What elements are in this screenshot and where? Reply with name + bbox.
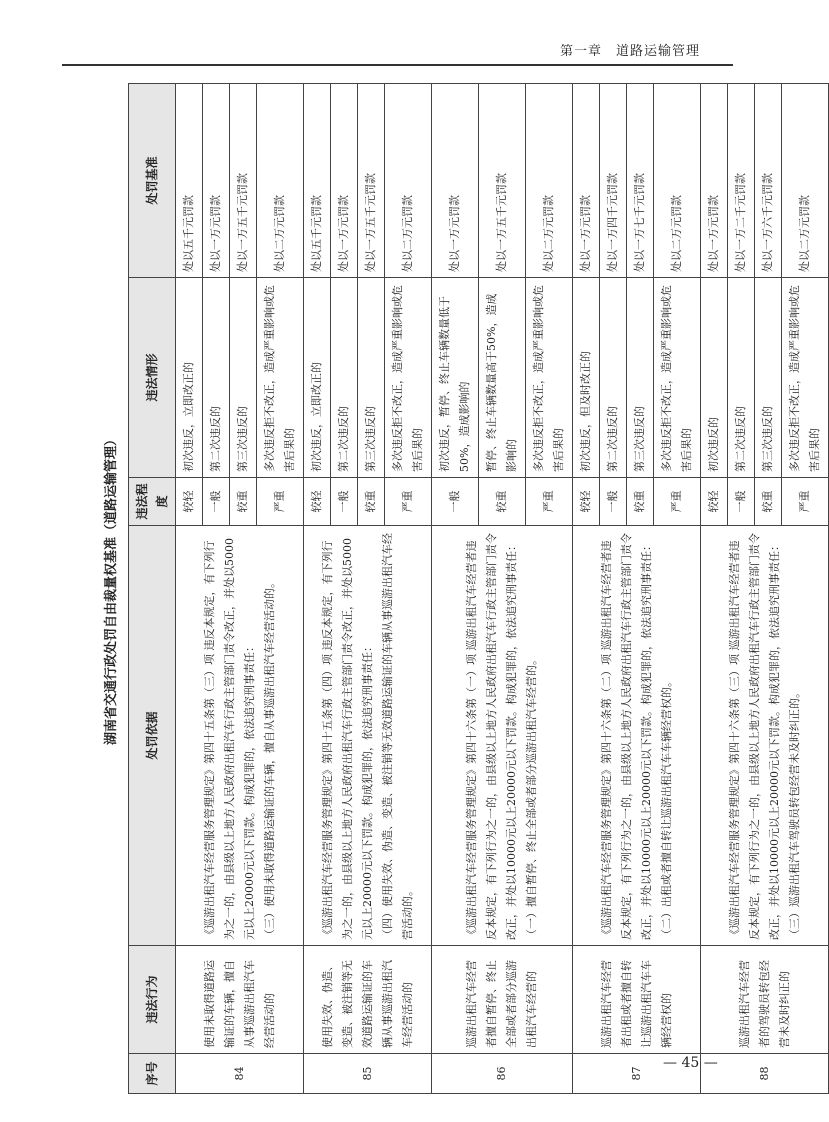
violation-case: 第二次违反的 [728, 278, 755, 478]
row-number: 84 [176, 1054, 304, 1094]
violation-act: 使用失效、伪造、变造、被注销等无效道路运输证的车辆从事巡游出租汽车经营活动的 [304, 946, 432, 1054]
header-cell: 违法行为 [129, 946, 176, 1054]
table-row [432, 84, 479, 1094]
violation-case: 第三次违反的 [230, 278, 257, 478]
penalty-standard: 处以一万元罚款 [331, 84, 358, 278]
violation-case: 多次违反拒不改正，造成严重影响或危害后果的 [385, 278, 432, 478]
table-row [573, 84, 600, 1094]
penalty-standard: 处以一万元罚款 [701, 84, 728, 278]
penalty-basis [573, 526, 701, 946]
penalty-basis [304, 526, 432, 946]
basis-paragraph: 《巡游出租汽车经营服务管理规定》第四十六条第（三）项 巡游出租汽车经营者违反本规定，有下列行为之一的，由县级以上地方人民政府出租汽车行政主管部门责令改正，并处以10000元以上20000元以下罚款。构成犯罪的，依法追究刑事责任： [727, 533, 781, 940]
basis-paragraph: （四）使用失效、伪造、变造、被注销等无效道路运输证的车辆从事巡游出租汽车经营活动的。 [380, 533, 414, 940]
violation-act: 使用未取得道路运输证的车辆，擅自从事巡游出租汽车经营活动的 [176, 946, 304, 1054]
violation-act: 巡游出租汽车经营者的驾驶员转包经营未及时纠正的 [701, 946, 829, 1054]
violation-degree: 较重 [358, 478, 385, 526]
penalty-standard: 处以一万五千元罚款 [479, 84, 526, 278]
violation-degree: 较轻 [176, 478, 203, 526]
violation-degree: 严重 [526, 478, 573, 526]
basis-paragraph: （一）擅自暂停、终止全部或者部分巡游出租汽车经营的。 [525, 654, 538, 940]
basis-paragraph: （三）巡游出租汽车驾驶员转包经营未及时纠正的。 [787, 687, 801, 940]
penalty-standard: 处以一万六千元罚款 [755, 84, 782, 278]
penalty-basis [701, 526, 829, 946]
basis-paragraph: 《巡游出租汽车经营服务管理规定》第四十六条第（一）项 巡游出租汽车经营者违反本规定，有下列行为之一的，由县级以上地方人民政府出租汽车行政主管部门责令改正，并处以10000元以上20000元以下罚款。构成犯罪的，依法追究刑事责任： [465, 533, 518, 940]
basis-paragraph: 《巡游出租汽车经营服务管理规定》第四十六条第（二）项 巡游出租汽车经营者违反本规定，有下列行为之一的，由县级以上地方人民政府出租汽车行政主管部门责令改正，并处以10000元以上20000元以下罚款。构成犯罪的，依法追究刑事责任： [599, 533, 653, 940]
violation-case: 第二次违反的 [600, 278, 627, 478]
penalty-standard: 处以二万元罚款 [385, 84, 432, 278]
table-row [176, 84, 203, 1094]
penalty-standard: 处以一万元罚款 [573, 84, 600, 278]
table-row [304, 84, 331, 1094]
penalty-standard: 处以一万五千元罚款 [230, 84, 257, 278]
violation-degree: 较重 [627, 478, 654, 526]
penalty-standard: 处以一万元罚款 [432, 84, 479, 278]
rotated-table-region [98, 84, 821, 1094]
table-header-row [129, 84, 176, 1094]
violation-degree: 一般 [728, 478, 755, 526]
basis-paragraph: （二）出租或者擅自转让巡游出租汽车车辆经营权的。 [659, 676, 673, 940]
table-caption: 湖南省交通行政处罚自由裁量权基准（道路运输管理） [104, 433, 119, 746]
table-row [701, 84, 728, 1094]
violation-degree: 严重 [654, 478, 701, 526]
violation-case: 第三次违反的 [627, 278, 654, 478]
violation-act: 巡游出租汽车经营者出租或者擅自转让巡游出租汽车车辆经营权的 [573, 946, 701, 1054]
penalty-basis [432, 526, 573, 946]
page-number: — 45 — [663, 1055, 718, 1071]
violation-degree: 一般 [203, 478, 230, 526]
running-header: 第一章 道路运输管理 [560, 44, 701, 59]
table-body [176, 84, 829, 1094]
violation-degree: 一般 [432, 478, 479, 526]
violation-degree: 较轻 [573, 478, 600, 526]
violation-degree: 一般 [600, 478, 627, 526]
violation-act: 巡游出租汽车经营者擅自暂停、终止全部或者部分巡游出租汽车经营的 [432, 946, 573, 1054]
violation-case: 第三次违反的 [755, 278, 782, 478]
violation-case: 初次违反的 [701, 278, 728, 478]
violation-degree: 较轻 [304, 478, 331, 526]
row-number: 86 [432, 1054, 573, 1094]
violation-case: 多次违反拒不改正，造成严重影响或危害后果的 [257, 278, 304, 478]
penalty-table [128, 83, 829, 1094]
violation-degree: 较重 [479, 478, 526, 526]
header-cell: 违法情形 [129, 278, 176, 478]
violation-case: 初次违反，暂停、终止车辆数量低于50%，造成影响的 [432, 278, 479, 478]
violation-degree: 严重 [257, 478, 304, 526]
penalty-basis [176, 526, 304, 946]
violation-case: 第三次违反的 [358, 278, 385, 478]
penalty-standard: 处以一万七千元罚款 [627, 84, 654, 278]
header-cell: 违法程度 [129, 478, 176, 526]
header-cell: 序号 [129, 1054, 176, 1094]
penalty-standard: 处以二万元罚款 [782, 84, 829, 278]
header-cell: 处罚基准 [129, 84, 176, 278]
violation-case: 第二次违反的 [331, 278, 358, 478]
penalty-standard: 处以一万五千元罚款 [358, 84, 385, 278]
penalty-standard: 处以一万四千元罚款 [600, 84, 627, 278]
violation-case: 初次违反，但及时改正的 [573, 278, 600, 478]
penalty-standard: 处以二万元罚款 [526, 84, 573, 278]
basis-paragraph: 《巡游出租汽车经营服务管理规定》第四十五条第（四）项 违反本规定，有下列行为之一的，由县级以上地方人民政府出租汽车行政主管部门责令改正，并处以5000元以上20000元以下罚款。构成犯罪的，依法追究刑事责任： [320, 538, 374, 940]
row-number: 88 [701, 1054, 829, 1094]
violation-case: 暂停、终止车辆数量高于50%，造成影响的 [479, 278, 526, 478]
penalty-standard: 处以五千元罚款 [176, 84, 203, 278]
violation-case: 多次违反拒不改正，造成严重影响或危害后果的 [654, 278, 701, 478]
violation-case: 多次违反拒不改正，造成严重影响或危害后果的 [782, 278, 829, 478]
penalty-standard: 处以一万元罚款 [203, 84, 230, 278]
penalty-standard: 处以一万二千元罚款 [728, 84, 755, 278]
violation-degree: 较重 [230, 478, 257, 526]
violation-case: 多次违反拒不改正，造成严重影响或危害后果的 [526, 278, 573, 478]
violation-degree: 严重 [385, 478, 432, 526]
violation-case: 初次违反，立即改正的 [176, 278, 203, 478]
violation-degree: 严重 [782, 478, 829, 526]
penalty-standard: 处以五千元罚款 [304, 84, 331, 278]
header-cell: 处罚依据 [129, 526, 176, 946]
violation-case: 第二次违反的 [203, 278, 230, 478]
violation-case: 初次违反，立即改正的 [304, 278, 331, 478]
row-number: 85 [304, 1054, 432, 1094]
basis-paragraph: 《巡游出租汽车经营服务管理规定》第四十五条第（三）项 违反本规定，有下列行为之一的，由县级以上地方人民政府出租汽车行政主管部门责令改正，并处以5000元以上20000元以下罚款。构成犯罪的，依法追究刑事责任： [202, 538, 256, 940]
row-number: 87 [573, 1054, 701, 1094]
violation-degree: 较轻 [701, 478, 728, 526]
violation-degree: 一般 [331, 478, 358, 526]
basis-paragraph: （三）使用未取得道路运输证的车辆，擅自从事巡游出租汽车经营活动的。 [262, 577, 276, 940]
violation-degree: 较重 [755, 478, 782, 526]
penalty-standard: 处以二万元罚款 [654, 84, 701, 278]
penalty-standard: 处以二万元罚款 [257, 84, 304, 278]
header-rule [62, 64, 733, 66]
